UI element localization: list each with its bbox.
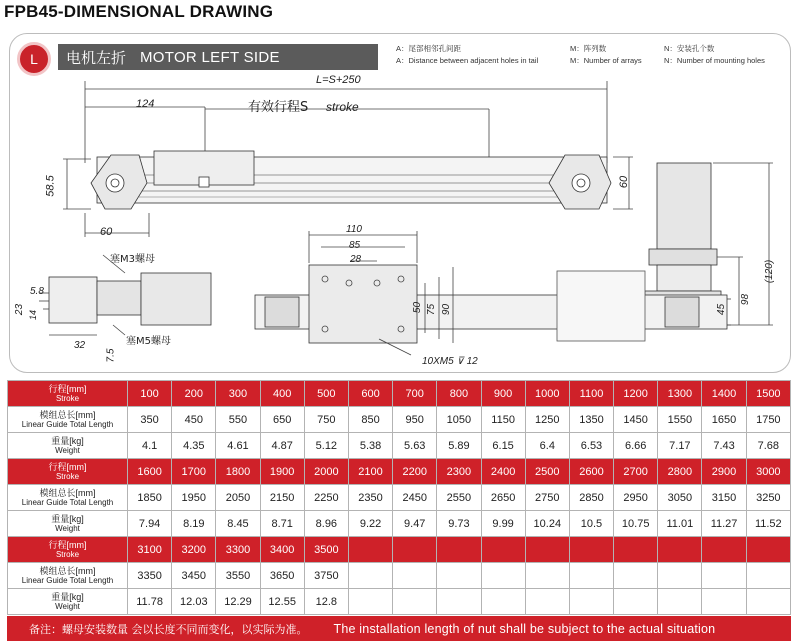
table-cell-stroke: 2100 — [348, 459, 392, 485]
table-cell-weight: 9.47 — [393, 511, 437, 537]
table-cell-weight — [702, 589, 746, 615]
table-cell-stroke: 2700 — [614, 459, 658, 485]
row-label-cn: 重量[kg] — [51, 591, 84, 602]
table-cell-weight: 6.66 — [614, 433, 658, 459]
table-cell-weight: 4.61 — [216, 433, 260, 459]
table-cell-weight: 7.94 — [128, 511, 172, 537]
table-cell-length: 3350 — [128, 563, 172, 589]
legend-a-en: A：Distance between adjacent holes in tail — [396, 56, 539, 65]
table-row-stroke — [8, 459, 791, 485]
dim-90: 90 — [441, 303, 453, 316]
table-cell-stroke: 2900 — [702, 459, 746, 485]
table-cell-length: 1750 — [746, 407, 790, 433]
table-cell-stroke: 2600 — [569, 459, 613, 485]
table-cell-length: 550 — [216, 407, 260, 433]
table-cell-length — [348, 563, 392, 589]
table-row-stroke — [8, 537, 791, 563]
row-label-cn: 模组总长[mm] — [39, 487, 96, 498]
table-cell-stroke: 100 — [128, 381, 172, 407]
dim-28: 28 — [350, 254, 362, 265]
row-label-stroke — [8, 381, 128, 407]
table-cell-weight: 11.78 — [128, 589, 172, 615]
table-cell-length: 850 — [348, 407, 392, 433]
label-m5-nut: 塞M5螺母 — [126, 336, 171, 347]
table-cell-stroke: 500 — [304, 381, 348, 407]
dim-50: 50 — [412, 301, 424, 314]
row-label-stroke — [8, 459, 128, 485]
table-row-length — [8, 485, 791, 511]
dim-32: 32 — [74, 340, 86, 351]
dim-holes-label: 10XM5 — [422, 356, 454, 367]
dim-85: 85 — [349, 240, 361, 251]
table-cell-length — [702, 563, 746, 589]
dim-110: 110 — [346, 224, 362, 235]
dim-120: (120) — [764, 259, 776, 284]
side-title-en: MOTOR LEFT SIDE — [140, 48, 280, 66]
table-cell-length: 2850 — [569, 485, 613, 511]
table-cell-weight: 12.03 — [172, 589, 216, 615]
table-row-weight — [8, 433, 791, 459]
table-cell-length: 2250 — [304, 485, 348, 511]
table-cell-weight: 7.17 — [658, 433, 702, 459]
footnote-bar — [7, 616, 791, 641]
table-cell-stroke: 1600 — [128, 459, 172, 485]
table-cell-stroke: 900 — [481, 381, 525, 407]
side-title-cn: 电机左折 — [66, 48, 127, 67]
dim-stroke-en: stroke — [326, 100, 359, 114]
legend-n-en: N：Number of mounting holes — [664, 56, 765, 65]
row-label-en: Stroke — [55, 393, 80, 403]
row-label-cn: 行程[mm] — [48, 383, 87, 394]
row-label-en: Stroke — [55, 549, 80, 559]
table-cell-stroke: 1900 — [260, 459, 304, 485]
table-row-stroke — [8, 381, 791, 407]
row-label-weight — [8, 433, 128, 459]
table-cell-length: 350 — [128, 407, 172, 433]
row-label-en: Linear Guide Total Length — [21, 419, 114, 429]
table-cell-stroke: 3500 — [304, 537, 348, 563]
spec-table — [7, 380, 791, 615]
row-label-cn: 模组总长[mm] — [39, 409, 96, 420]
table-cell-stroke: 1200 — [614, 381, 658, 407]
row-label-cn: 行程[mm] — [48, 539, 87, 550]
table-cell-stroke — [393, 537, 437, 563]
legend-a — [396, 43, 538, 67]
dim-hole-depth: 12 — [466, 356, 478, 367]
table-cell-stroke: 3100 — [128, 537, 172, 563]
table-cell-stroke — [569, 537, 613, 563]
table-cell-length: 3450 — [172, 563, 216, 589]
row-label-stroke — [8, 537, 128, 563]
table-cell-stroke: 2500 — [525, 459, 569, 485]
legend-n-cn: N：安装孔个数 — [664, 44, 715, 53]
table-cell-stroke: 1000 — [525, 381, 569, 407]
table-cell-length: 2550 — [437, 485, 481, 511]
table-cell-length: 1950 — [172, 485, 216, 511]
row-label-cn: 重量[kg] — [51, 435, 84, 446]
row-label-weight — [8, 511, 128, 537]
table-cell-weight: 5.12 — [304, 433, 348, 459]
dim-5-8: 5.8 — [30, 286, 44, 297]
row-label-en: Weight — [55, 523, 80, 533]
table-cell-stroke: 2200 — [393, 459, 437, 485]
table-cell-weight: 8.96 — [304, 511, 348, 537]
table-cell-weight: 12.29 — [216, 589, 260, 615]
table-cell-stroke: 1800 — [216, 459, 260, 485]
row-label-en: Stroke — [55, 471, 80, 481]
table-cell-weight: 9.99 — [481, 511, 525, 537]
dim-7-5: 7.5 — [105, 348, 117, 363]
table-cell-length: 2150 — [260, 485, 304, 511]
table-cell-weight: 8.45 — [216, 511, 260, 537]
table-cell-weight: 5.63 — [393, 433, 437, 459]
table-cell-length: 2050 — [216, 485, 260, 511]
table-cell-length — [746, 563, 790, 589]
row-label-cn: 模组总长[mm] — [39, 565, 96, 576]
table-cell-weight — [658, 589, 702, 615]
table-cell-stroke: 1300 — [658, 381, 702, 407]
table-cell-length: 3550 — [216, 563, 260, 589]
legend-m — [570, 43, 642, 67]
dim-23: 23 — [14, 303, 26, 316]
table-cell-stroke: 2400 — [481, 459, 525, 485]
table-cell-stroke: 3200 — [172, 537, 216, 563]
dim-holes: 10XM5 ⊽ 12 — [422, 356, 478, 367]
table-cell-stroke — [348, 537, 392, 563]
table-row-length — [8, 407, 791, 433]
legend-m-en: M：Number of arrays — [570, 56, 642, 65]
table-cell-weight: 12.55 — [260, 589, 304, 615]
page-title: FPB45-DIMENSIONAL DRAWING — [4, 2, 274, 21]
table-cell-stroke: 3300 — [216, 537, 260, 563]
table-cell-stroke: 600 — [348, 381, 392, 407]
table-cell-stroke: 2000 — [304, 459, 348, 485]
table-cell-length: 1450 — [614, 407, 658, 433]
table-cell-weight — [614, 589, 658, 615]
table-cell-weight — [569, 589, 613, 615]
legend-m-cn: M：阵列数 — [570, 44, 607, 53]
table-cell-length: 3150 — [702, 485, 746, 511]
table-cell-stroke — [525, 537, 569, 563]
table-cell-weight: 7.68 — [746, 433, 790, 459]
table-cell-length — [393, 563, 437, 589]
table-cell-stroke: 700 — [393, 381, 437, 407]
table-cell-length: 950 — [393, 407, 437, 433]
row-label-length — [8, 485, 128, 511]
dim-total-length: L=S+250 — [316, 74, 361, 86]
table-cell-weight: 12.8 — [304, 589, 348, 615]
table-row-length — [8, 563, 791, 589]
dim-stroke-cn: 有效行程S — [248, 100, 309, 115]
table-cell-stroke: 1100 — [569, 381, 613, 407]
dim-75: 75 — [426, 303, 438, 316]
row-label-en: Weight — [55, 445, 80, 455]
table-cell-length: 2950 — [614, 485, 658, 511]
table-cell-length — [658, 563, 702, 589]
table-cell-length: 1850 — [128, 485, 172, 511]
row-label-length — [8, 563, 128, 589]
dim-60-right: 60 — [618, 175, 631, 189]
table-cell-length: 450 — [172, 407, 216, 433]
table-cell-weight: 10.5 — [569, 511, 613, 537]
row-label-length — [8, 407, 128, 433]
table-cell-length: 2650 — [481, 485, 525, 511]
table-cell-weight: 8.19 — [172, 511, 216, 537]
table-cell-weight: 6.4 — [525, 433, 569, 459]
table-cell-length — [481, 563, 525, 589]
table-cell-length: 1050 — [437, 407, 481, 433]
label-m3-nut: 塞M3螺母 — [110, 254, 155, 265]
footnote-cn: 备注：螺母安装数量 会以长度不同而变化，以实际为准。 — [29, 622, 308, 636]
table-cell-length — [437, 563, 481, 589]
table-cell-length: 3750 — [304, 563, 348, 589]
table-cell-weight: 5.89 — [437, 433, 481, 459]
table-cell-weight: 5.38 — [348, 433, 392, 459]
table-cell-length: 1550 — [658, 407, 702, 433]
table-cell-length: 1250 — [525, 407, 569, 433]
table-cell-length: 3250 — [746, 485, 790, 511]
table-cell-length: 3050 — [658, 485, 702, 511]
table-row-weight — [8, 589, 791, 615]
table-cell-stroke: 2300 — [437, 459, 481, 485]
dimensional-drawing — [9, 33, 791, 373]
table-cell-stroke: 200 — [172, 381, 216, 407]
table-cell-stroke: 1500 — [746, 381, 790, 407]
table-cell-weight: 9.22 — [348, 511, 392, 537]
table-cell-weight: 8.71 — [260, 511, 304, 537]
table-cell-weight: 11.27 — [702, 511, 746, 537]
table-cell-weight: 6.53 — [569, 433, 613, 459]
table-cell-stroke: 1700 — [172, 459, 216, 485]
table-cell-length — [525, 563, 569, 589]
table-cell-length: 1150 — [481, 407, 525, 433]
motor-side-badge: L — [17, 42, 51, 76]
table-cell-length — [614, 563, 658, 589]
dim-98: 98 — [740, 293, 752, 306]
table-cell-stroke: 3000 — [746, 459, 790, 485]
table-cell-weight: 4.87 — [260, 433, 304, 459]
footnote-en: The installation length of nut shall be subject to the actual situation — [333, 621, 716, 636]
row-label-cn: 重量[kg] — [51, 513, 84, 524]
table-cell-stroke — [481, 537, 525, 563]
table-cell-stroke — [746, 537, 790, 563]
table-cell-length: 650 — [260, 407, 304, 433]
table-cell-weight — [393, 589, 437, 615]
table-cell-stroke — [702, 537, 746, 563]
table-cell-length: 1350 — [569, 407, 613, 433]
table-row-weight — [8, 511, 791, 537]
dim-45: 45 — [716, 303, 728, 316]
table-cell-length — [569, 563, 613, 589]
table-cell-weight — [746, 589, 790, 615]
table-cell-length: 2750 — [525, 485, 569, 511]
table-cell-weight: 4.1 — [128, 433, 172, 459]
table-cell-weight: 4.35 — [172, 433, 216, 459]
table-cell-stroke: 1400 — [702, 381, 746, 407]
table-cell-weight — [437, 589, 481, 615]
table-cell-weight: 11.52 — [746, 511, 790, 537]
table-cell-weight: 9.73 — [437, 511, 481, 537]
table-cell-stroke — [614, 537, 658, 563]
table-cell-length: 2450 — [393, 485, 437, 511]
row-label-en: Weight — [55, 601, 80, 611]
table-cell-weight — [348, 589, 392, 615]
legend-a-cn: A：尾部相邻孔间距 — [396, 44, 462, 53]
table-cell-length: 1650 — [702, 407, 746, 433]
table-cell-stroke: 2800 — [658, 459, 702, 485]
row-label-cn: 行程[mm] — [48, 461, 87, 472]
row-label-weight — [8, 589, 128, 615]
dim-60: 60 — [100, 226, 113, 238]
row-label-en: Linear Guide Total Length — [21, 575, 114, 585]
table-cell-stroke: 3400 — [260, 537, 304, 563]
legend-n — [664, 43, 765, 67]
dim-58-5: 58.5 — [44, 175, 57, 197]
table-cell-weight: 6.15 — [481, 433, 525, 459]
table-cell-length: 750 — [304, 407, 348, 433]
table-cell-length: 3650 — [260, 563, 304, 589]
table-cell-weight: 10.24 — [525, 511, 569, 537]
table-cell-weight — [481, 589, 525, 615]
table-cell-stroke: 800 — [437, 381, 481, 407]
table-cell-stroke: 400 — [260, 381, 304, 407]
dim-124: 124 — [136, 98, 155, 110]
table-cell-stroke — [437, 537, 481, 563]
row-label-en: Linear Guide Total Length — [21, 497, 114, 507]
table-cell-stroke: 300 — [216, 381, 260, 407]
table-cell-weight: 11.01 — [658, 511, 702, 537]
dim-14: 14 — [28, 309, 39, 321]
table-cell-weight: 10.75 — [614, 511, 658, 537]
table-cell-weight: 7.43 — [702, 433, 746, 459]
side-title-bar — [58, 44, 378, 70]
table-cell-weight — [525, 589, 569, 615]
table-cell-length: 2350 — [348, 485, 392, 511]
table-cell-stroke — [658, 537, 702, 563]
